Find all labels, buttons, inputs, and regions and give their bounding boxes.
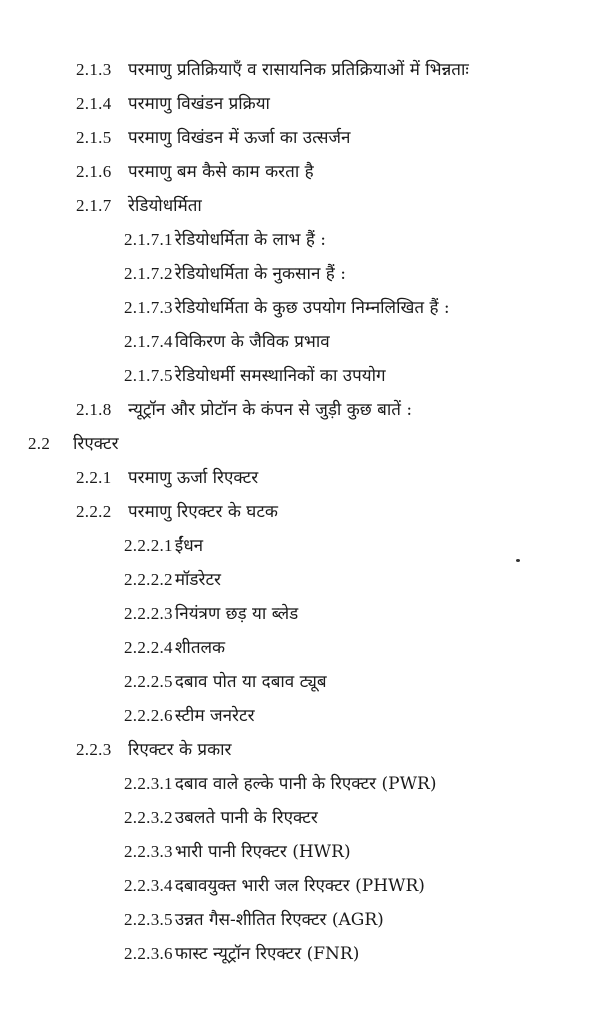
toc-entry [0, 563, 600, 597]
toc-entry-number: 2.2 [28, 434, 51, 453]
toc-entry-title: परमाणु प्रतिक्रियाएँ व रासायनिक प्रतिक्रियाओं में भिन्नताः [128, 60, 469, 80]
toc-entry [0, 903, 600, 937]
toc-entry [0, 325, 600, 359]
toc-entry-title: परमाणु रिएक्टर के घटक [128, 502, 278, 522]
stray-ink-dot [516, 559, 520, 562]
toc-entry-title: मॉडरेटर [174, 570, 221, 590]
toc-entry-number: 2.2.2.1 [124, 536, 173, 555]
toc-entry-number: 2.1.7.4 [124, 332, 173, 351]
toc-section-heading [0, 427, 600, 461]
toc-entry [0, 801, 600, 835]
toc-entry [0, 733, 600, 767]
toc-entry-number: 2.1.3 [76, 60, 112, 79]
toc-entry-number: 2.2.2 [76, 502, 112, 521]
toc-entry-title: परमाणु विखंडन प्रक्रिया [128, 94, 270, 114]
toc-entry-number: 2.2.2.2 [124, 570, 173, 589]
toc-entry-number: 2.1.7.2 [124, 264, 173, 283]
toc-entry-title: भारी पानी रिएक्टर (HWR) [174, 842, 351, 862]
toc-entry-title: विकिरण के जैविक प्रभाव [174, 332, 330, 352]
toc-entry-title: परमाणु बम कैसे काम करता है [128, 162, 314, 182]
toc-entry-number: 2.2.3.3 [124, 842, 173, 861]
toc-entry-title: रिएक्टर [73, 434, 119, 454]
toc-entry-number: 2.2.3.1 [124, 774, 173, 793]
toc-entry [0, 223, 600, 257]
toc-entry-title: दबाव वाले हल्के पानी के रिएक्टर (PWR) [174, 774, 437, 794]
toc-entry [0, 495, 600, 529]
toc-entry-number: 2.2.2.5 [124, 672, 173, 691]
toc-entry-number: 2.2.3.5 [124, 910, 173, 929]
toc-entry-number: 2.1.7.1 [124, 230, 173, 249]
toc-entry-number: 2.2.3 [76, 740, 112, 759]
toc-entry-title: रेडियोधर्मी समस्थानिकों का उपयोग [174, 366, 386, 386]
toc-entry-title: परमाणु ऊर्जा रिएक्टर [128, 468, 259, 488]
toc-entry-number: 2.2.3.4 [124, 876, 173, 895]
toc-entry-title: उबलते पानी के रिएक्टर [174, 808, 318, 828]
toc-entry-title: रेडियोधर्मिता [128, 196, 202, 216]
toc-entry-number: 2.2.2.3 [124, 604, 173, 623]
toc-entry [0, 699, 600, 733]
toc-entry [0, 87, 600, 121]
toc-entry-title: शीतलक [174, 638, 226, 658]
toc-entry [0, 665, 600, 699]
toc-entry [0, 189, 600, 223]
toc-entry-number: 2.1.4 [76, 94, 112, 113]
toc-entry [0, 393, 600, 427]
toc-entry-number: 2.2.2.6 [124, 706, 173, 725]
toc-entry-title: स्टीम जनरेटर [174, 706, 255, 726]
toc-entry-title: उन्नत गैस-शीतित रिएक्टर (AGR) [174, 910, 384, 930]
toc-entry [0, 257, 600, 291]
toc-entry-title: दबाव पोत या दबाव ट्यूब [174, 672, 327, 692]
toc-entry-title: रिएक्टर के प्रकार [128, 740, 232, 760]
toc-entry [0, 529, 600, 563]
toc-entry-title: रेडियोधर्मिता के नुकसान हैं : [174, 264, 346, 284]
toc-entry-number: 2.1.5 [76, 128, 112, 147]
toc-entry-title: फास्ट न्यूट्रॉन रिएक्टर (FNR) [174, 944, 360, 964]
toc-entry [0, 767, 600, 801]
toc-entry-number: 2.2.1 [76, 468, 112, 487]
toc-entry-title: रेडियोधर्मिता के लाभ हैं : [174, 230, 326, 250]
toc-entry [0, 869, 600, 903]
toc-entry-title: ईंधन [174, 536, 204, 556]
toc-entry [0, 461, 600, 495]
toc-entry [0, 835, 600, 869]
toc-entry-number: 2.1.8 [76, 400, 112, 419]
toc-entry-title: रेडियोधर्मिता के कुछ उपयोग निम्नलिखित हैं : [174, 298, 450, 318]
toc-entry [0, 359, 600, 393]
table-of-contents [0, 53, 600, 971]
toc-entry-title: नियंत्रण छड़ या ब्लेड [174, 604, 299, 624]
toc-entry-number: 2.1.6 [76, 162, 112, 181]
toc-entry-title: परमाणु विखंडन में ऊर्जा का उत्सर्जन [128, 128, 351, 148]
toc-entry [0, 631, 600, 665]
toc-entry [0, 53, 600, 87]
toc-entry-number: 2.2.3.6 [124, 944, 173, 963]
toc-entry-number: 2.1.7.5 [124, 366, 173, 385]
toc-entry-number: 2.2.2.4 [124, 638, 173, 657]
toc-entry-number: 2.1.7.3 [124, 298, 173, 317]
toc-entry [0, 291, 600, 325]
toc-entry-number: 2.2.3.2 [124, 808, 173, 827]
toc-entry-number: 2.1.7 [76, 196, 112, 215]
toc-entry [0, 121, 600, 155]
toc-entry-title: दबावयुक्त भारी जल रिएक्टर (PHWR) [174, 876, 425, 896]
toc-entry [0, 155, 600, 189]
toc-entry [0, 597, 600, 631]
toc-entry-title: न्यूट्रॉन और प्रोटॉन के कंपन से जुड़ी कुछ बातें : [128, 400, 413, 420]
toc-entry [0, 937, 600, 971]
